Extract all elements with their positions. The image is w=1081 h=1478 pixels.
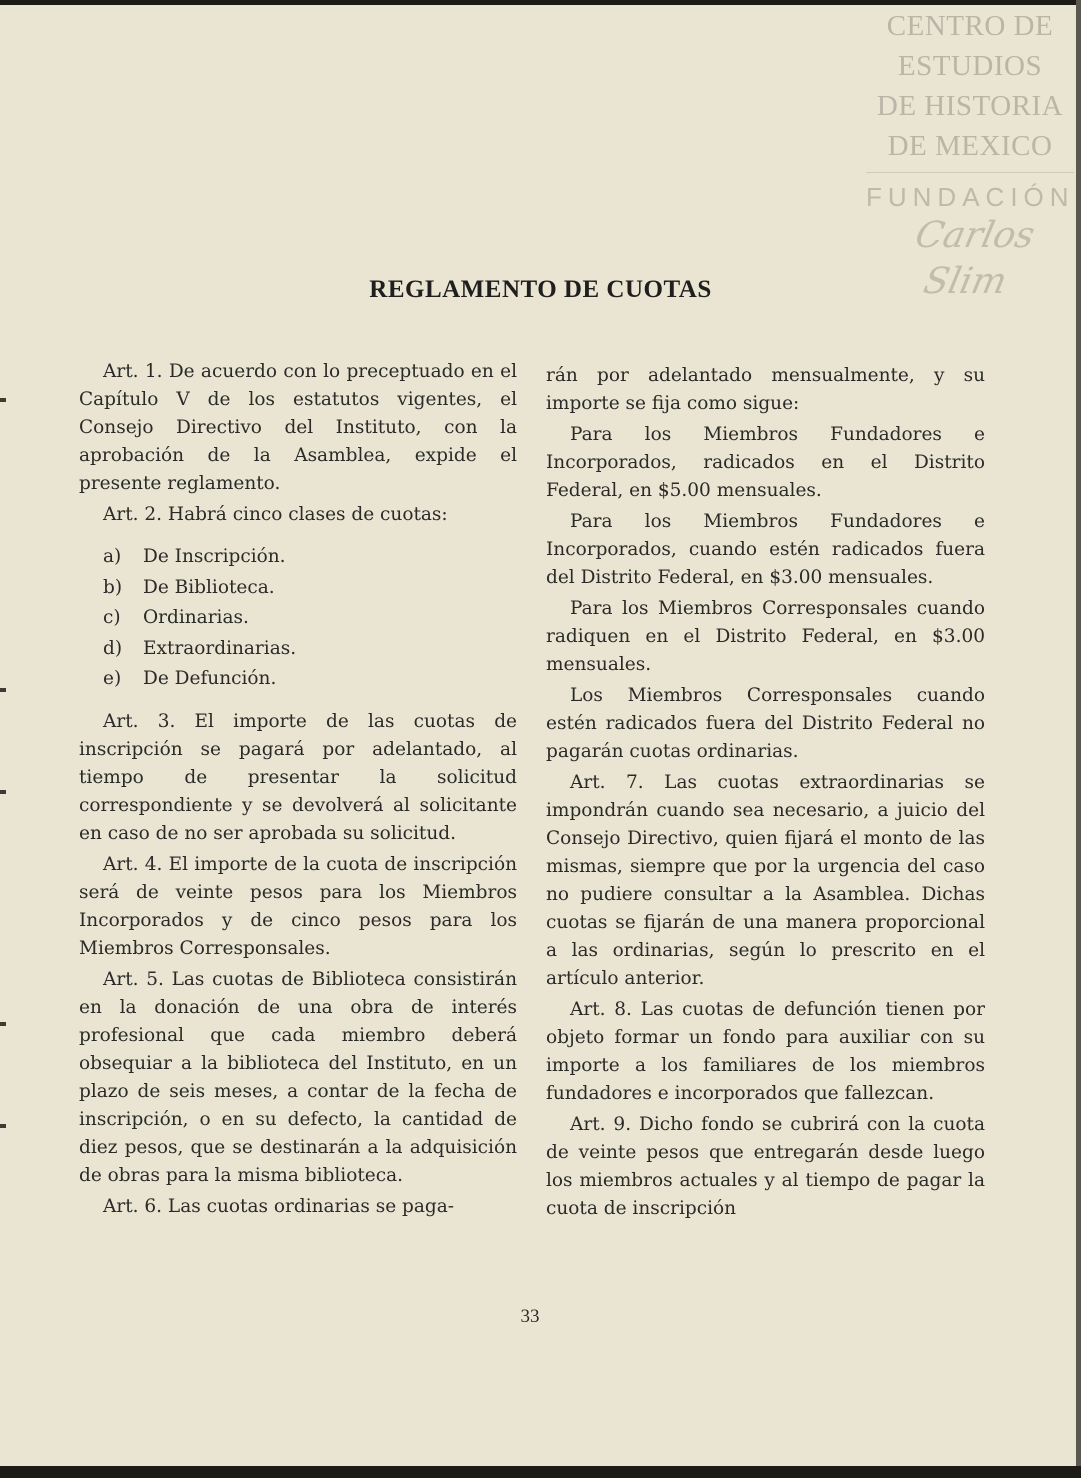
article-6-start: Art. 6. Las cuotas ordinarias se paga- — [103, 1195, 455, 1217]
page-number: 33 — [520, 1306, 540, 1327]
list-item — [79, 573, 517, 604]
margin-mark — [0, 398, 6, 402]
list-item — [79, 542, 517, 573]
watermark-line: DE HISTORIA — [876, 90, 1064, 122]
margin-mark — [0, 688, 6, 692]
watermark-stamp — [866, 6, 1075, 302]
list-text: Extraordinarias. — [143, 637, 297, 659]
list-item — [79, 603, 517, 634]
list-letter: c) — [103, 607, 121, 628]
page-edge-bottom — [0, 1466, 1081, 1478]
article-6-paragraph: Para los Miembros Corresponsales cuando radiquen en el Distrito Federal, en $3.00 mensuales. — [546, 598, 985, 675]
watermark-line: ESTUDIOS — [897, 50, 1043, 82]
list-letter: e) — [103, 668, 122, 689]
list-text: De Defunción. — [143, 668, 277, 689]
right-column — [546, 362, 985, 1226]
article-7: Art. 7. Las cuotas extraordinarias se impondrán cuando sea necesario, a juicio del Consejo Directivo, quien fijará el monto de las mismas, siempre que por la urgencia del caso no pudiere consultar a la Asamblea. Dichas cuotas se fijarán de una manera proporcional a las ordinarias, según lo prescrito en el artículo anterior. — [546, 772, 985, 989]
page-title: REGLAMENTO DE CUOTAS — [369, 276, 712, 303]
watermark-line: DE MEXICO — [887, 130, 1053, 162]
article-6-paragraph: Los Miembros Corresponsales cuando estén radicados fuera del Distrito Federal no pagarán cuotas ordinarias. — [546, 685, 985, 762]
article-3: Art. 3. El importe de las cuotas de inscripción se pagará por adelantado, al tiempo de presentar la solicitud correspondiente y se devolverá al solicitante en caso de no ser aprobada su solicitud. — [79, 710, 517, 844]
watermark-foundation: FUNDACIÓN — [866, 182, 1075, 212]
list-item — [79, 634, 517, 665]
watermark-rule — [866, 172, 1074, 173]
list-text: Ordinarias. — [143, 607, 249, 628]
fee-types-list — [79, 542, 517, 695]
article-9: Art. 9. Dicho fondo se cubrirá con la cuota de veinte pesos que entregarán desde luego los miembros actuales y al tiempo de pagar la cuota de inscripción — [546, 1114, 985, 1219]
article-1: Art. 1. De acuerdo con lo preceptuado en el Capítulo V de los estatutos vigentes, el Consejo Directivo del Instituto, con la aprobación de la Asamblea, expide el presente reglamento. — [79, 361, 517, 494]
margin-mark — [0, 790, 6, 794]
margin-mark — [0, 1124, 6, 1128]
article-5: Art. 5. Las cuotas de Biblioteca consistirán en la donación de una obra de interés profesional que cada miembro deberá obsequiar a la biblioteca del Instituto, en un plazo de seis meses, a contar de la fecha de inscripción, o en su defecto, la cantidad de diez pesos, que se destinarán a la adquisición de obras para la misma biblioteca. — [79, 968, 517, 1186]
article-4: Art. 4. El importe de la cuota de inscripción será de veinte pesos para los Miembros Incorporados y de cinco pesos para los Miembros Corresponsales. — [79, 853, 517, 959]
list-text: De Inscripción. — [143, 546, 286, 567]
list-letter: d) — [103, 637, 123, 659]
list-letter: a) — [103, 546, 122, 567]
left-column — [79, 358, 517, 1224]
page-edge-top — [0, 0, 1081, 5]
watermark-signature: Carlos Slim — [911, 215, 1039, 302]
article-8: Art. 8. Las cuotas de defunción tienen por objeto formar un fondo para auxiliar con su importe a los familiares de los miembros fundadores e incorporados que fallezcan. — [546, 999, 985, 1104]
list-text: De Biblioteca. — [143, 576, 275, 598]
watermark-line: CENTRO DE — [886, 10, 1054, 42]
article-6-paragraph: Para los Miembros Fundadores e Incorporados, cuando estén radicados fuera del Distrito Federal, en $3.00 mensuales. — [546, 511, 985, 588]
margin-mark — [0, 1022, 6, 1026]
list-letter: b) — [103, 576, 123, 598]
article-6-paragraph: Para los Miembros Fundadores e Incorporados, radicados en el Distrito Federal, en $5.00 mensuales. — [546, 424, 985, 501]
list-item — [79, 664, 517, 695]
article-2: Art. 2. Habrá cinco clases de cuotas: — [103, 504, 448, 525]
article-6-continued: rán por adelantado mensualmente, y su importe se fija como sigue: — [546, 365, 985, 414]
